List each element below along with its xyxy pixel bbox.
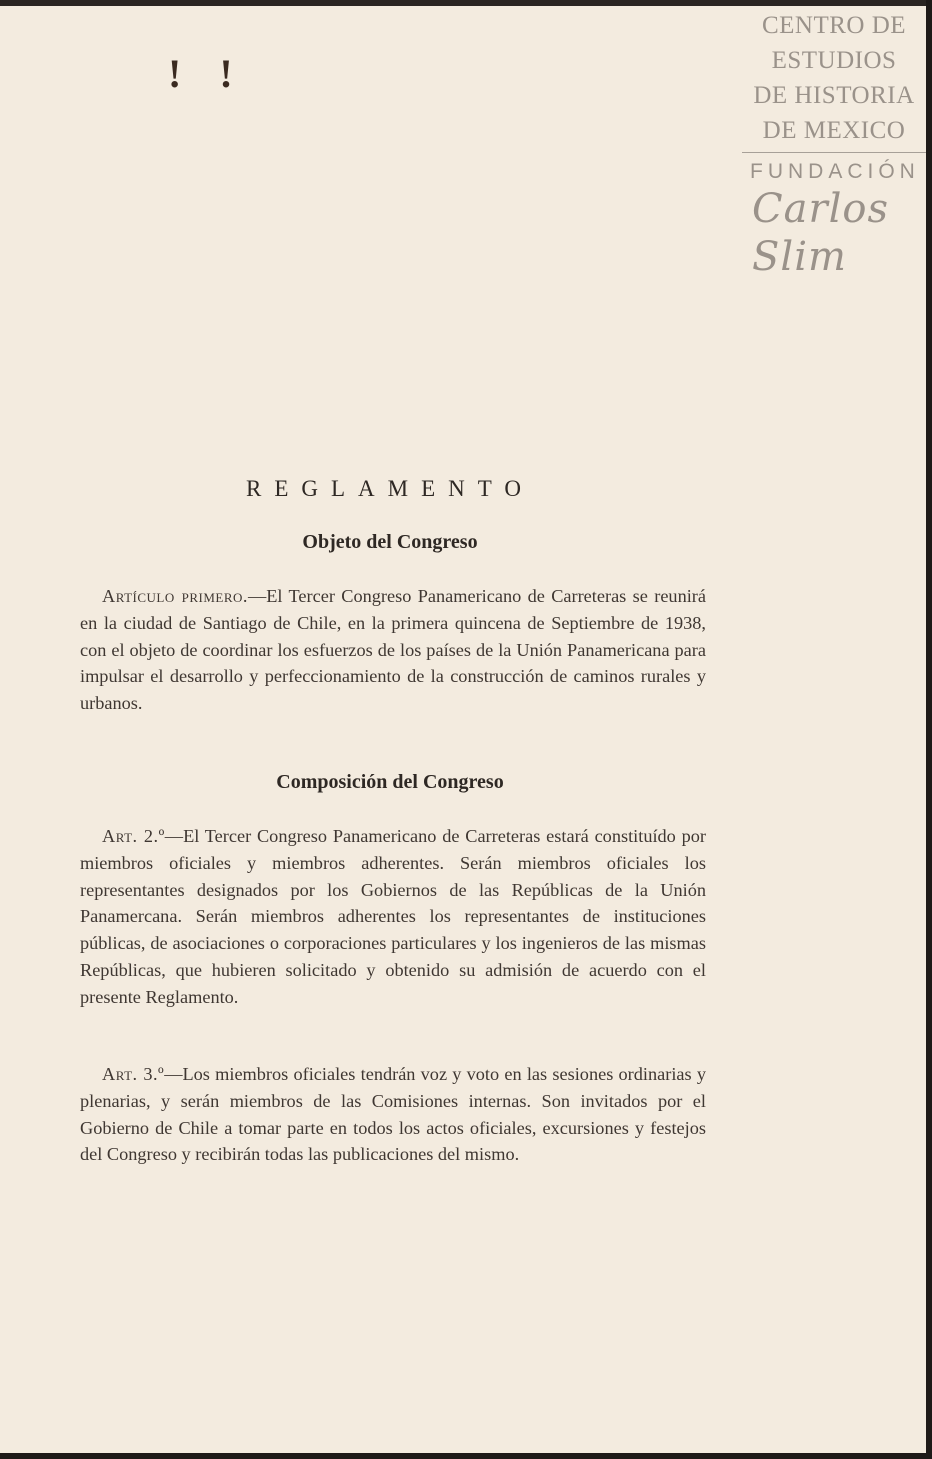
stamp-line-4: DE MEXICO — [762, 117, 906, 144]
document-title: REGLAMENTO — [245, 476, 534, 501]
article-3-label: Art. 3.º — [102, 1064, 165, 1084]
section-heading-objeto: Objeto del Congreso — [302, 531, 478, 553]
article-1-label: Artículo primero. — [102, 586, 248, 606]
stamp-signature: Carlos Slim — [752, 186, 889, 280]
article-2-text: —El Tercer Congreso Panamericano de Carreteras estará constituído por miembros oficiales y miembros adherentes. Serán miembros oficiales los representantes designados por los Gobiernos de las Repúblicas de la Unión Panamercana. Serán miembros adherentes los representantes de instituciones públicas, de asociaciones o corporaciones particulares y los ingenieros de las mismas Repúblicas, que hubieren solicitado y obtenido su admisión de acuerdo con el presente Reglamento. — [80, 826, 706, 1007]
archive-stamp — [742, 8, 926, 281]
article-1-text: —El Tercer Congreso Panamericano de Carreteras se reunirá en la ciudad de Santiago de Chile, en la primera quincena de Septiembre de 1938, con el objeto de coordinar los esfuerzos de los países de la Unión Panamericana para impulsar el desarrollo y perfeccionamiento de la construcción de caminos rurales y urbanos. — [80, 586, 706, 714]
document-page — [0, 6, 926, 1453]
ink-marks: ! ! — [168, 51, 247, 96]
stamp-line-2: ESTUDIOS — [771, 47, 897, 74]
scan-border-bottom — [0, 1453, 932, 1459]
article-1 — [80, 583, 706, 717]
article-3 — [80, 1061, 706, 1168]
article-3-text: —Los miembros oficiales tendrán voz y voto en las sesiones ordinarias y plenarias, y serán miembros de las Comisiones internas. Son invitados por el Gobierno de Chile a tomar parte en todos los actos oficiales, excursiones y festejos del Congreso y recibirán todas las publicaciones del mismo. — [80, 1064, 706, 1165]
stamp-line-3: DE HISTORIA — [753, 82, 915, 109]
section-heading-composicion: Composición del Congreso — [276, 771, 504, 793]
article-2 — [80, 823, 706, 1011]
stamp-line-1: CENTRO DE — [761, 12, 907, 39]
scan-border-right — [926, 0, 932, 1459]
stamp-foundation: FUNDACIÓN — [750, 160, 920, 183]
stamp-divider — [742, 152, 926, 153]
article-2-label: Art. 2.º — [102, 826, 165, 846]
